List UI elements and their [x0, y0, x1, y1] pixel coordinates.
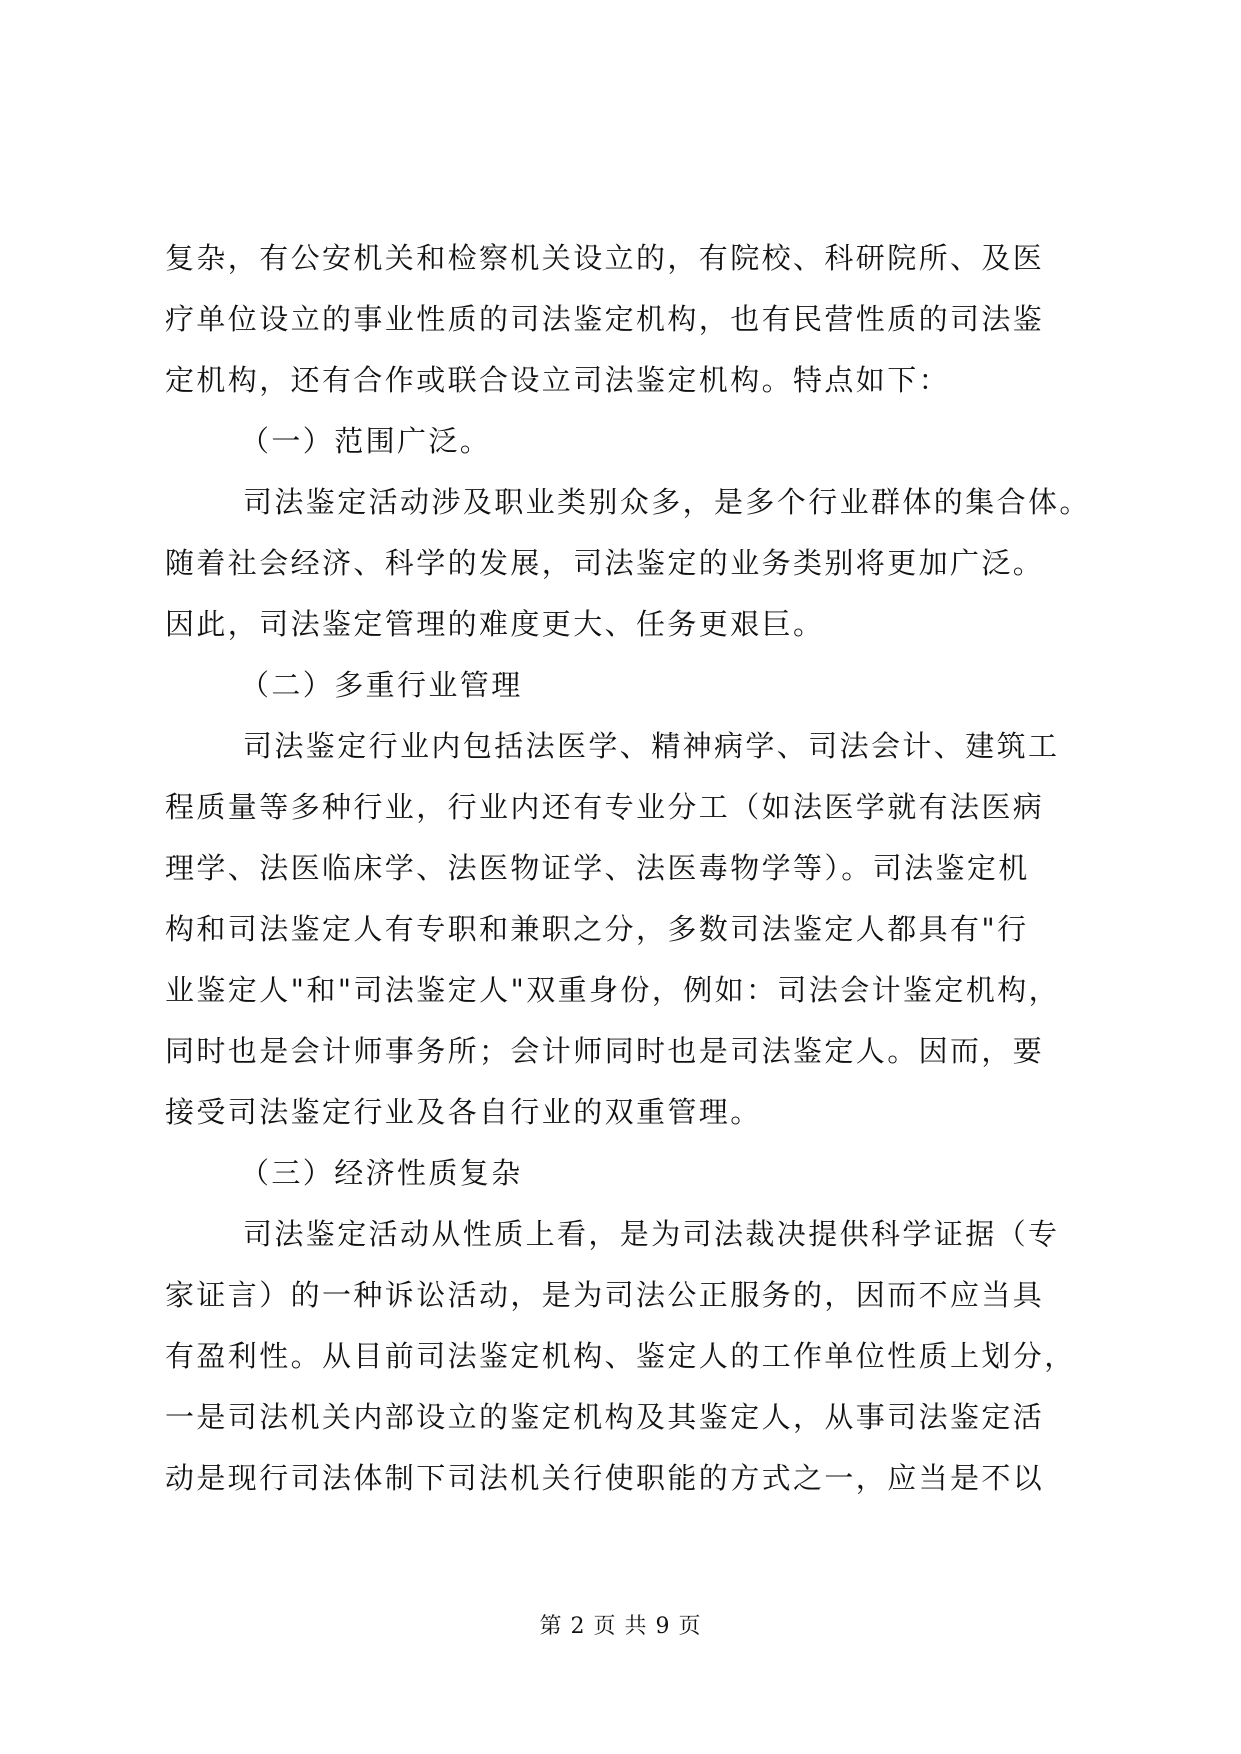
paragraph-first-line: 司法鉴定活动涉及职业类别众多，是多个行业群体的集合体。 — [243, 485, 1091, 519]
text-line: 一是司法机关内部设立的鉴定机构及其鉴定人，从事司法鉴定活 — [165, 1400, 1045, 1434]
text-line: 同时也是会计师事务所；会计师同时也是司法鉴定人。因而，要 — [165, 1034, 1045, 1068]
text-line: 动是现行司法体制下司法机关行使职能的方式之一，应当是不以 — [165, 1461, 1045, 1495]
section-heading: （二）多重行业管理 — [240, 668, 523, 702]
text-line: 随着社会经济、科学的发展，司法鉴定的业务类别将更加广泛。 — [165, 546, 1045, 580]
text-line: 接受司法鉴定行业及各自行业的双重管理。 — [165, 1095, 762, 1129]
text-line: 理学、法医临床学、法医物证学、法医毒物学等）。司法鉴定机 — [165, 851, 1030, 885]
page-number-footer: 第 2 页 共 9 页 — [539, 1614, 702, 1639]
text-line: 业鉴定人"和"司法鉴定人"双重身份，例如：司法会计鉴定机构， — [165, 973, 1061, 1007]
text-line: 程质量等多种行业，行业内还有专业分工（如法医学就有法医病 — [165, 790, 1045, 824]
text-line: 构和司法鉴定人有专职和兼职之分，多数司法鉴定人都具有"行 — [165, 912, 1029, 946]
section-heading: （一）范围广泛。 — [240, 424, 492, 458]
text-line: 定机构，还有合作或联合设立司法鉴定机构。特点如下： — [165, 363, 951, 397]
text-line: 因此，司法鉴定管理的难度更大、任务更艰巨。 — [165, 607, 825, 641]
paragraph-first-line: 司法鉴定行业内包括法医学、精神病学、司法会计、建筑工 — [243, 729, 1060, 763]
text-line: 复杂，有公安机关和检察机关设立的，有院校、科研院所、及医 — [165, 241, 1045, 275]
paragraph-first-line: 司法鉴定活动从性质上看，是为司法裁决提供科学证据（专 — [243, 1217, 1060, 1251]
section-heading: （三）经济性质复杂 — [240, 1156, 523, 1190]
text-line: 疗单位设立的事业性质的司法鉴定机构，也有民营性质的司法鉴 — [165, 302, 1045, 336]
text-line: 家证言）的一种诉讼活动，是为司法公正服务的，因而不应当具 — [165, 1278, 1045, 1312]
body-text — [165, 228, 1090, 1509]
text-line: 有盈利性。从目前司法鉴定机构、鉴定人的工作单位性质上划分， — [165, 1339, 1076, 1373]
